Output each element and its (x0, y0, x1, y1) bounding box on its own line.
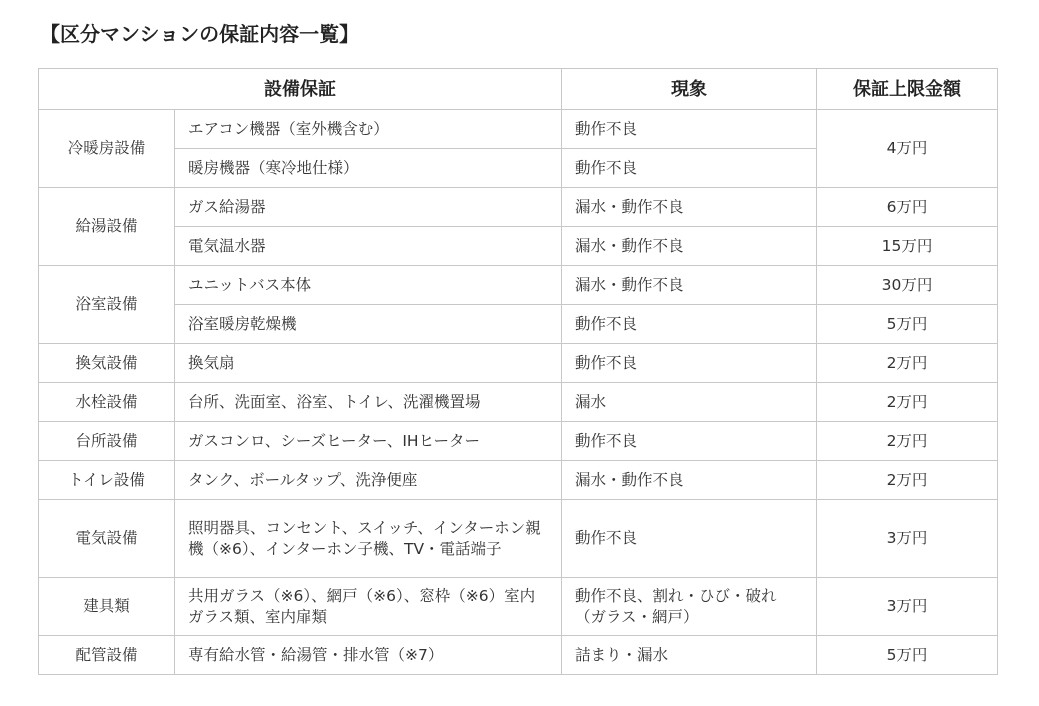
category-cell: 水栓設備 (39, 383, 175, 422)
limit-cell: 2万円 (817, 344, 998, 383)
category-cell: 建具類 (39, 578, 175, 636)
item-cell: ガス給湯器 (175, 188, 562, 227)
table-row (39, 636, 998, 675)
item-cell: 暖房機器（寒冷地仕様） (175, 149, 562, 188)
item-cell: タンク、ボールタップ、洗浄便座 (175, 461, 562, 500)
table-row (39, 383, 998, 422)
category-cell: 冷暖房設備 (39, 110, 175, 188)
table-row (39, 305, 998, 344)
item-cell: ガスコンロ、シーズヒーター、IHヒーター (175, 422, 562, 461)
limit-cell: 6万円 (817, 188, 998, 227)
item-cell: 共用ガラス（※6）、網戸（※6）、窓枠（※6）室内ガラス類、室内扉類 (175, 578, 562, 636)
phenomenon-cell: 漏水・動作不良 (562, 266, 817, 305)
category-cell: 給湯設備 (39, 188, 175, 266)
phenomenon-cell: 動作不良 (562, 500, 817, 578)
limit-cell: 2万円 (817, 461, 998, 500)
table-row (39, 110, 998, 149)
phenomenon-cell: 動作不良 (562, 305, 817, 344)
limit-cell: 2万円 (817, 422, 998, 461)
header-phenomenon: 現象 (562, 69, 817, 110)
phenomenon-cell: 動作不良 (562, 344, 817, 383)
item-cell: ユニットバス本体 (175, 266, 562, 305)
phenomenon-cell: 動作不良 (562, 422, 817, 461)
item-cell: 電気温水器 (175, 227, 562, 266)
limit-cell: 5万円 (817, 636, 998, 675)
category-cell: 換気設備 (39, 344, 175, 383)
table-row (39, 500, 998, 578)
header-equipment: 設備保証 (39, 69, 562, 110)
category-cell: トイレ設備 (39, 461, 175, 500)
item-cell: エアコン機器（室外機含む） (175, 110, 562, 149)
table-row (39, 227, 998, 266)
limit-cell: 4万円 (817, 110, 998, 188)
phenomenon-cell: 漏水・動作不良 (562, 461, 817, 500)
item-cell: 換気扇 (175, 344, 562, 383)
item-cell: 浴室暖房乾燥機 (175, 305, 562, 344)
category-cell: 電気設備 (39, 500, 175, 578)
limit-cell: 2万円 (817, 383, 998, 422)
table-row (39, 344, 998, 383)
limit-cell: 15万円 (817, 227, 998, 266)
warranty-table (38, 68, 998, 675)
item-cell: 照明器具、コンセント、スイッチ、インターホン親機（※6）、インターホン子機、TV・電話端子 (175, 500, 562, 578)
limit-cell: 5万円 (817, 305, 998, 344)
header-limit: 保証上限金額 (817, 69, 998, 110)
table-row (39, 461, 998, 500)
limit-cell: 3万円 (817, 578, 998, 636)
table-row (39, 266, 998, 305)
table-row (39, 422, 998, 461)
phenomenon-cell: 動作不良 (562, 110, 817, 149)
phenomenon-cell: 漏水 (562, 383, 817, 422)
table-row (39, 188, 998, 227)
table-row (39, 578, 998, 636)
item-cell: 専有給水管・給湯管・排水管（※7） (175, 636, 562, 675)
phenomenon-cell: 漏水・動作不良 (562, 188, 817, 227)
category-cell: 台所設備 (39, 422, 175, 461)
page-title: 【区分マンションの保証内容一覧】 (40, 22, 360, 46)
limit-cell: 30万円 (817, 266, 998, 305)
phenomenon-cell: 動作不良 (562, 149, 817, 188)
limit-cell: 3万円 (817, 500, 998, 578)
phenomenon-cell: 漏水・動作不良 (562, 227, 817, 266)
phenomenon-cell: 詰まり・漏水 (562, 636, 817, 675)
item-cell: 台所、洗面室、浴室、トイレ、洗濯機置場 (175, 383, 562, 422)
phenomenon-cell: 動作不良、割れ・ひび・破れ（ガラス・網戸） (562, 578, 817, 636)
category-cell: 配管設備 (39, 636, 175, 675)
category-cell: 浴室設備 (39, 266, 175, 344)
header-row (39, 69, 998, 110)
